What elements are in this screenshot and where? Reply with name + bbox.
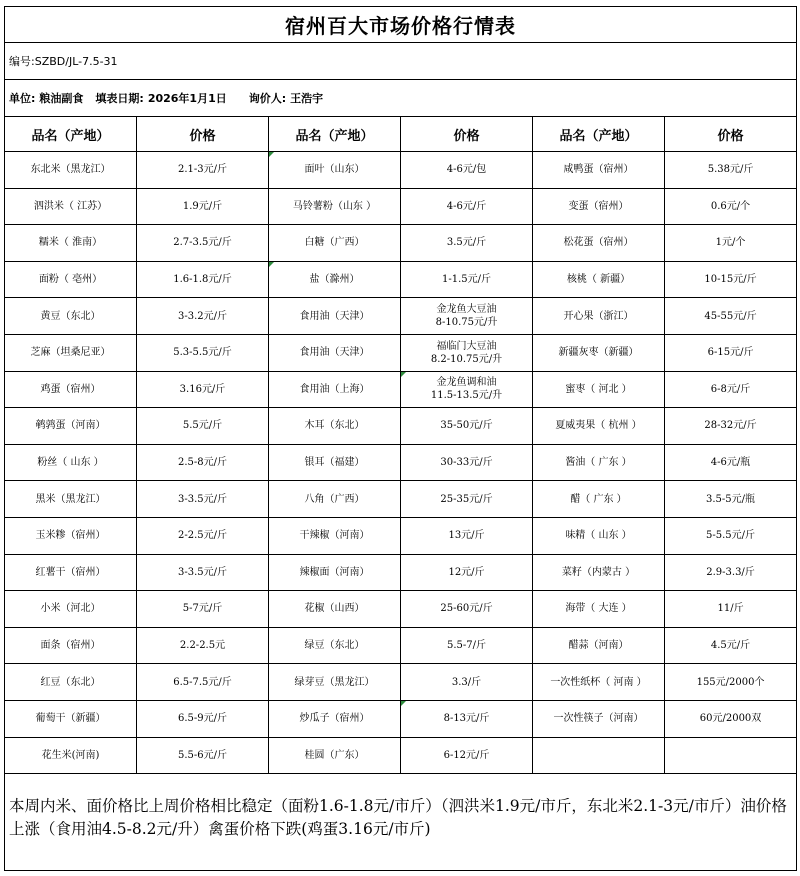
price-cell: 1元/个 (665, 225, 797, 262)
price-cell: 5-7元/斤 (137, 591, 269, 628)
price-cell: 10-15元/斤 (665, 261, 797, 298)
page-title: 宿州百大市场价格行情表 (5, 7, 797, 43)
price-cell: 0.6元/个 (665, 188, 797, 225)
product-name-cell: 酱油（ 广东 ） (533, 444, 665, 481)
inquirer-value: 王浩宇 (290, 92, 324, 105)
price-table (4, 6, 797, 871)
table-row (5, 627, 797, 664)
price-cell: 4-6元/瓶 (665, 444, 797, 481)
product-name-cell (533, 737, 665, 774)
product-name-cell: 咸鸭蛋（宿州） (533, 152, 665, 189)
note-row (5, 774, 797, 871)
product-name-cell: 八角（广西） (269, 481, 401, 518)
table-row (5, 737, 797, 774)
price-cell: 金龙鱼调和油 11.5-13.5元/升 (401, 371, 533, 408)
product-name-cell: 玉米糁（宿州） (5, 517, 137, 554)
product-name-cell: 桂圆（广东） (269, 737, 401, 774)
product-name-cell: 蜜枣（ 河北 ） (533, 371, 665, 408)
product-name-cell: 红豆（东北） (5, 664, 137, 701)
product-name-cell: 面叶（山东） (269, 152, 401, 189)
product-name-cell: 绿豆（东北） (269, 627, 401, 664)
product-name-cell: 鸡蛋（宿州） (5, 371, 137, 408)
price-cell: 3.5元/斤 (401, 225, 533, 262)
product-name-cell: 夏威夷果（ 杭州 ） (533, 408, 665, 445)
product-name-cell: 食用油（天津） (269, 298, 401, 335)
info-cell (5, 80, 797, 117)
header-price-1: 价格 (137, 117, 269, 152)
price-cell: 4-6元/包 (401, 152, 533, 189)
unit-value: 粮油副食 (39, 92, 84, 105)
table-row (5, 334, 797, 371)
product-name-cell: 小米（河北） (5, 591, 137, 628)
product-name-cell: 面条（宿州） (5, 627, 137, 664)
price-cell: 6.5-9元/斤 (137, 700, 269, 737)
product-name-cell: 黑米（黑龙江） (5, 481, 137, 518)
header-name-1: 品名（产地） (5, 117, 137, 152)
product-name-cell: 东北米（黑龙江） (5, 152, 137, 189)
header-name-3: 品名（产地） (533, 117, 665, 152)
price-cell: 3-3.5元/斤 (137, 554, 269, 591)
product-name-cell: 醋（ 广东 ） (533, 481, 665, 518)
product-name-cell: 干辣椒（河南） (269, 517, 401, 554)
price-cell: 6-12元/斤 (401, 737, 533, 774)
price-cell: 2.7-3.5元/斤 (137, 225, 269, 262)
date-value: 2026年1月1日 (147, 92, 227, 105)
price-cell: 3.3/斤 (401, 664, 533, 701)
price-cell: 2.1-3元/斤 (137, 152, 269, 189)
product-name-cell: 味精（ 山东 ） (533, 517, 665, 554)
table-row (5, 298, 797, 335)
table-row (5, 700, 797, 737)
code-row (5, 43, 797, 80)
price-cell: 金龙鱼大豆油 8-10.75元/升 (401, 298, 533, 335)
header-row (5, 117, 797, 152)
product-name-cell: 食用油（上海） (269, 371, 401, 408)
price-cell (665, 737, 797, 774)
product-name-cell: 红薯干（宿州） (5, 554, 137, 591)
product-name-cell: 绿芽豆（黑龙江） (269, 664, 401, 701)
product-name-cell: 一次性筷子（河南） (533, 700, 665, 737)
price-cell: 4.5元/斤 (665, 627, 797, 664)
product-name-cell: 菜籽（内蒙古 ） (533, 554, 665, 591)
table-row (5, 444, 797, 481)
price-cell: 155元/2000个 (665, 664, 797, 701)
table-row (5, 664, 797, 701)
product-name-cell: 醋蒜（河南） (533, 627, 665, 664)
price-cell: 3-3.2元/斤 (137, 298, 269, 335)
table-row (5, 225, 797, 262)
product-name-cell: 白糖（广西） (269, 225, 401, 262)
inquirer-label: 询价人: (248, 92, 287, 105)
price-cell: 5.5元/斤 (137, 408, 269, 445)
product-name-cell: 新疆灰枣（新疆） (533, 334, 665, 371)
unit-label: 单位: (9, 92, 36, 105)
price-cell: 28-32元/斤 (665, 408, 797, 445)
header-name-2: 品名（产地） (269, 117, 401, 152)
form-code: 编号:SZBD/JL-7.5-31 (5, 43, 797, 80)
price-cell: 25-35元/斤 (401, 481, 533, 518)
price-cell: 1.9元/斤 (137, 188, 269, 225)
price-cell: 30-33元/斤 (401, 444, 533, 481)
price-cell: 35-50元/斤 (401, 408, 533, 445)
product-name-cell: 芝麻（坦桑尼亚） (5, 334, 137, 371)
title-row (5, 7, 797, 43)
header-price-2: 价格 (401, 117, 533, 152)
price-cell: 2-2.5元/斤 (137, 517, 269, 554)
table-row (5, 408, 797, 445)
table-row (5, 517, 797, 554)
product-name-cell: 炒瓜子（宿州） (269, 700, 401, 737)
product-name-cell: 松花蛋（宿州） (533, 225, 665, 262)
table-row (5, 152, 797, 189)
price-cell: 45-55元/斤 (665, 298, 797, 335)
price-cell: 5.5-6元/斤 (137, 737, 269, 774)
product-name-cell: 黄豆（东北） (5, 298, 137, 335)
table-row (5, 261, 797, 298)
product-name-cell: 木耳（东北） (269, 408, 401, 445)
price-cell: 1-1.5元/斤 (401, 261, 533, 298)
product-name-cell: 花生米(河南) (5, 737, 137, 774)
product-name-cell: 鹌鹑蛋（河南） (5, 408, 137, 445)
price-cell: 1.6-1.8元/斤 (137, 261, 269, 298)
info-row (5, 80, 797, 117)
table-row (5, 188, 797, 225)
price-cell: 5.38元/斤 (665, 152, 797, 189)
price-cell: 2.2-2.5元 (137, 627, 269, 664)
price-cell: 6-15元/斤 (665, 334, 797, 371)
product-name-cell: 泗洪米（ 江苏） (5, 188, 137, 225)
price-cell: 25-60元/斤 (401, 591, 533, 628)
price-cell: 福临门大豆油 8.2-10.75元/升 (401, 334, 533, 371)
price-cell: 3.16元/斤 (137, 371, 269, 408)
price-cell: 2.9-3.3/斤 (665, 554, 797, 591)
price-cell: 5.3-5.5元/斤 (137, 334, 269, 371)
product-name-cell: 马铃薯粉（山东 ） (269, 188, 401, 225)
product-name-cell: 葡萄干（新疆） (5, 700, 137, 737)
product-name-cell: 银耳（福建） (269, 444, 401, 481)
price-cell: 8-13元/斤 (401, 700, 533, 737)
product-name-cell: 花椒（山西） (269, 591, 401, 628)
table-row (5, 591, 797, 628)
product-name-cell: 一次性纸杯（ 河南 ） (533, 664, 665, 701)
product-name-cell: 开心果（浙江） (533, 298, 665, 335)
product-name-cell: 食用油（天津） (269, 334, 401, 371)
product-name-cell: 辣椒面（河南） (269, 554, 401, 591)
price-cell: 6.5-7.5元/斤 (137, 664, 269, 701)
product-name-cell: 海带（ 大连 ） (533, 591, 665, 628)
price-cell: 2.5-8元/斤 (137, 444, 269, 481)
price-cell: 12元/斤 (401, 554, 533, 591)
weekly-note: 本周内米、面价格比上周价格相比稳定（面粉1.6-1.8元/市斤）（泗洪米1.9元/市斤，东北米2.1-3元/市斤）油价格上涨（食用油4.5-8.2元/升）禽蛋价格下跌(鸡蛋3.16元/市斤) (5, 774, 797, 871)
price-cell: 5.5-7/斤 (401, 627, 533, 664)
price-cell: 5-5.5元/斤 (665, 517, 797, 554)
product-name-cell: 粉丝（ 山东 ） (5, 444, 137, 481)
product-name-cell: 糯米（ 淮南） (5, 225, 137, 262)
price-cell: 6-8元/斤 (665, 371, 797, 408)
table-row (5, 371, 797, 408)
price-cell: 3.5-5元/瓶 (665, 481, 797, 518)
table-row (5, 481, 797, 518)
header-price-3: 价格 (665, 117, 797, 152)
date-label: 填表日期: (95, 92, 144, 105)
price-sheet (4, 6, 796, 871)
product-name-cell: 变蛋（宿州） (533, 188, 665, 225)
price-cell: 3-3.5元/斤 (137, 481, 269, 518)
price-cell: 13元/斤 (401, 517, 533, 554)
product-name-cell: 面粉（ 亳州） (5, 261, 137, 298)
product-name-cell: 盐（滁州） (269, 261, 401, 298)
price-cell: 11/斤 (665, 591, 797, 628)
product-name-cell: 核桃（ 新疆） (533, 261, 665, 298)
table-row (5, 554, 797, 591)
price-cell: 60元/2000双 (665, 700, 797, 737)
price-cell: 4-6元/斤 (401, 188, 533, 225)
